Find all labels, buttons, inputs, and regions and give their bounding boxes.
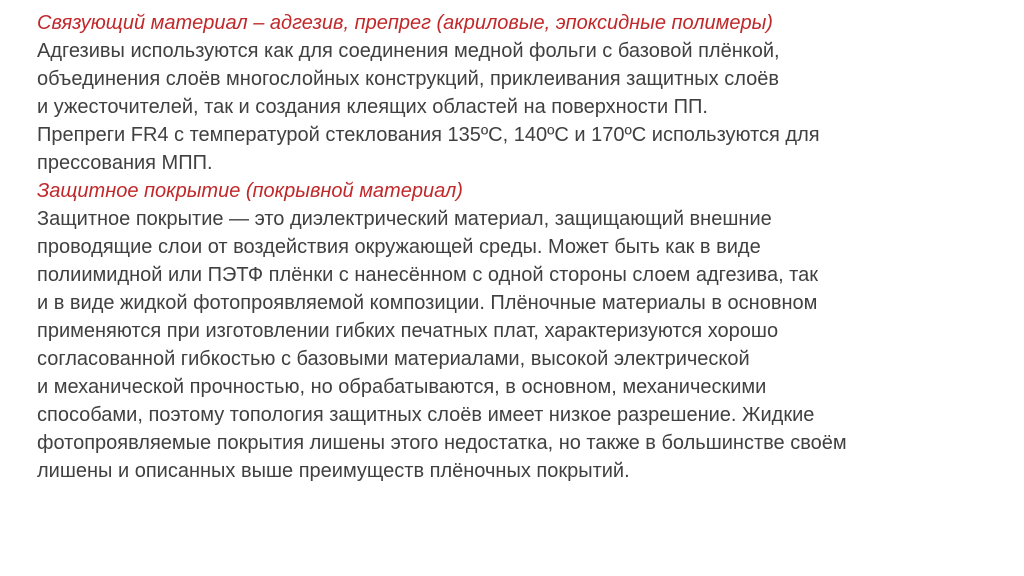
paragraph-prepregs: [37, 121, 1012, 177]
text-line: проводящие слои от воздействия окружающей среды. Может быть как в виде: [37, 236, 761, 258]
text-line: Адгезивы используются как для соединения медной фольги с базовой плёнкой,: [37, 40, 780, 62]
text-line: полиимидной или ПЭТФ плёнки с нанесённом с одной стороны слоем адгезива, так: [37, 264, 818, 286]
text-line: применяются при изготовлении гибких печатных плат, характеризуются хорошо: [37, 320, 779, 342]
text-line: лишены и описанных выше преимуществ плёночных покрытий.: [37, 460, 630, 482]
text-line: и ужесточителей, так и создания клеящих областей на поверхности ПП.: [37, 96, 708, 118]
text-line: согласованной гибкостью с базовыми материалами, высокой электрической: [37, 348, 750, 370]
paragraph-adhesives: [37, 37, 1012, 121]
text-line: Препреги FR4 с температурой стеклования 135ºС, 140ºС и 170ºС используются для: [37, 124, 820, 146]
slide-content: [37, 9, 1012, 485]
text-line: прессования МПП.: [37, 152, 213, 174]
section-heading-protective-coating: Защитное покрытие (покрывной материал): [37, 180, 463, 202]
section-heading-binding-material: Связующий материал – адгезив, препрег (акриловые, эпоксидные полимеры): [37, 12, 773, 34]
text-line: объединения слоёв многослойных конструкций, приклеивания защитных слоёв: [37, 68, 779, 90]
text-line: фотопроявляемые покрытия лишены этого недостатка, но также в большинстве своём: [37, 432, 847, 454]
text-line: и в виде жидкой фотопроявляемой композиции. Плёночные материалы в основном: [37, 292, 818, 314]
text-line: Защитное покрытие — это диэлектрический материал, защищающий внешние: [37, 208, 772, 230]
text-line: и механической прочностью, но обрабатываются, в основном, механическими: [37, 376, 767, 398]
text-line: способами, поэтому топология защитных слоёв имеет низкое разрешение. Жидкие: [37, 404, 815, 426]
paragraph-protective-coating: [37, 205, 1012, 485]
